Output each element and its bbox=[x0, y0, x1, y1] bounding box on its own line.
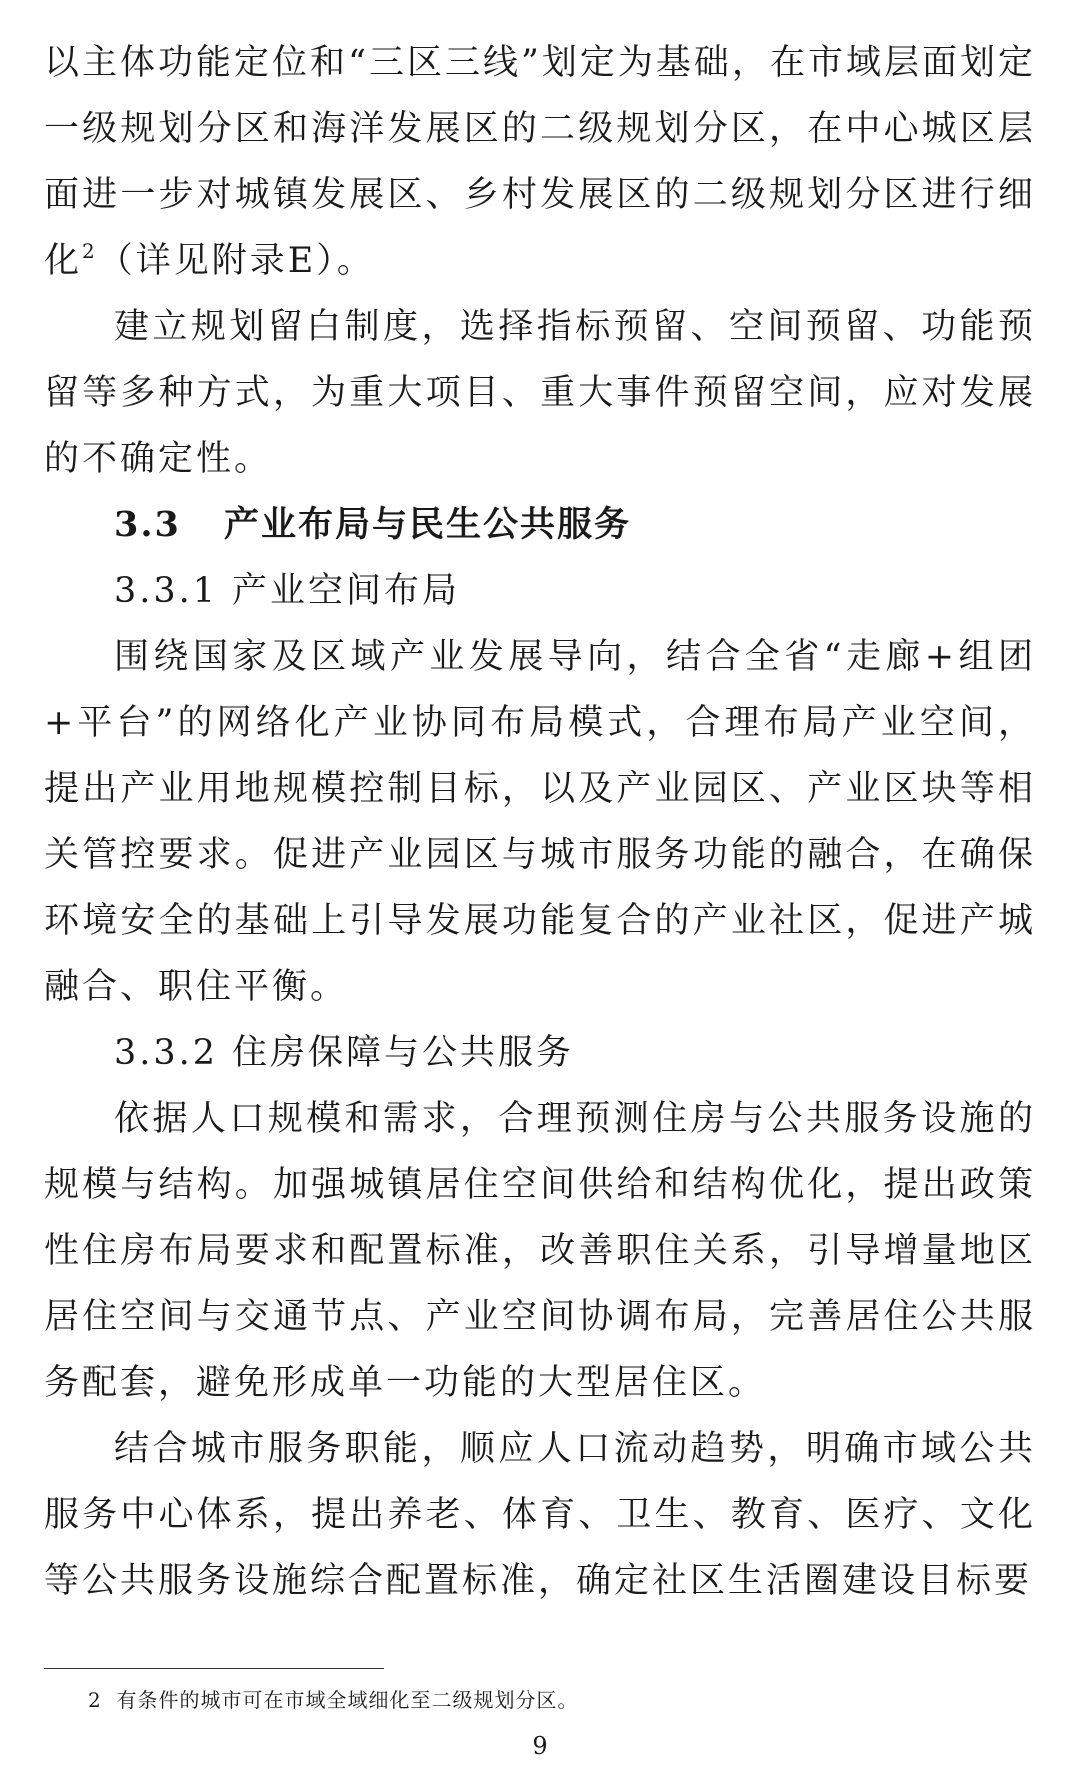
footnote-ref[interactable]: 2 bbox=[82, 239, 98, 263]
footnote-text: 有条件的城市可在市域全域细化至二级规划分区。 bbox=[116, 1688, 579, 1712]
heading-3-3-2-title: 住房保障与公共服务 bbox=[232, 1033, 575, 1073]
footnote-divider bbox=[44, 1668, 384, 1669]
paragraph-zoning-text: 以主体功能定位和“三区三线”划定为基础，在市域层面划定一级规划分区和海洋发展区的二级规划分区，在中心城区层面进一步对城镇发展区、乡村发展区的二级规划分区进行细化 bbox=[44, 43, 1036, 281]
heading-3-3-1-title: 产业空间布局 bbox=[232, 571, 461, 611]
page-number: 9 bbox=[532, 1732, 548, 1760]
paragraph-housing: 依据人口规模和需求，合理预测住房与公共服务设施的规模与结构。加强城镇居住空间供给和结构优化，提出政策性住房布局要求和配置标准，改善职住关系，引导增量地区居住空间与交通节点、产业空间协调布局，完善居住公共服务配套，避免形成单一功能的大型居住区。 bbox=[44, 1099, 1036, 1403]
heading-3-3-1 bbox=[44, 558, 1036, 624]
heading-3-3-1-number: 3.3.1 bbox=[114, 571, 219, 611]
body-text bbox=[44, 30, 1036, 1614]
paragraph-zoning bbox=[44, 30, 1036, 294]
heading-3-3 bbox=[44, 492, 1036, 558]
paragraph-reserve: 建立规划留白制度，选择指标预留、空间预留、功能预留等多种方式，为重大项目、重大事件预留空间，应对发展的不确定性。 bbox=[44, 307, 1036, 479]
paragraph-industry: 围绕国家及区域产业发展导向，结合全省“走廊+组团+平台”的网络化产业协同布局模式，合理布局产业空间，提出产业用地规模控制目标，以及产业园区、产业区块等相关管控要求。促进产业园区与城市服务功能的融合，在确保环境安全的基础上引导发展功能复合的产业社区，促进产城融合、职住平衡。 bbox=[44, 637, 1036, 1007]
heading-3-3-title: 产业布局与民生公共服务 bbox=[224, 504, 632, 545]
heading-3-3-number: 3.3 bbox=[114, 504, 181, 545]
paragraph-public-service: 结合城市服务职能，顺应人口流动趋势，明确市域公共服务中心体系，提出养老、体育、卫生、教育、医疗、文化等公共服务设施综合配置标准，确定社区生活圈建设目标要 bbox=[44, 1429, 1036, 1601]
paragraph-zoning-tail: （详见附录E）。 bbox=[97, 241, 375, 281]
heading-3-3-2 bbox=[44, 1020, 1036, 1086]
heading-3-3-2-number: 3.3.2 bbox=[114, 1033, 219, 1073]
footnote bbox=[88, 1684, 578, 1713]
footnote-number: 2 bbox=[88, 1688, 102, 1712]
